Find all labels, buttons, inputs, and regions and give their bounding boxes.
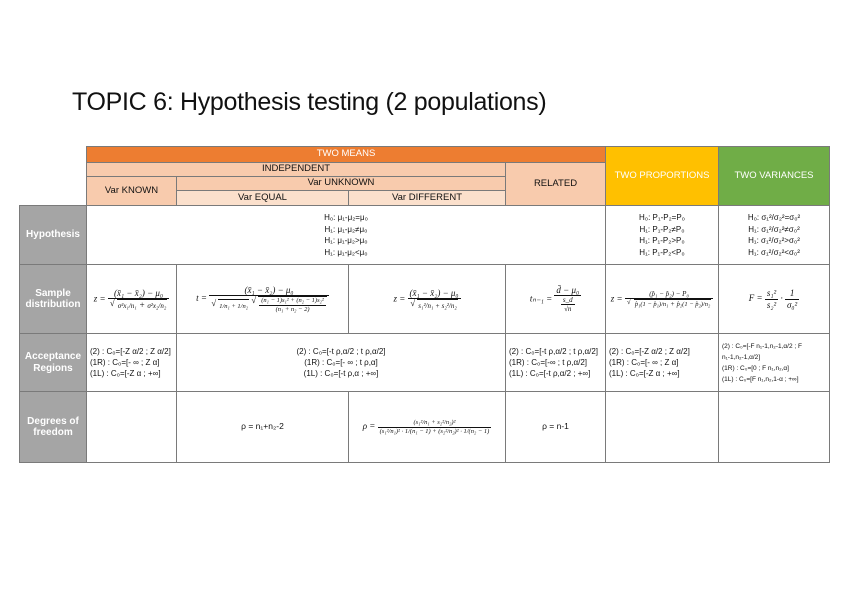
formula-lhs: tₙ₋₁ = (529, 293, 553, 304)
formula-variances: F = $\frac{\text{s₁²}}{\text{s₂²}}$ · $\frac{1}{\text{σ₀²}}$ (719, 265, 830, 334)
formula-lhs: F = (748, 293, 763, 304)
hypothesis-var-line: H₁: σ₁²/σ₂²<σ₀² (748, 247, 800, 257)
formula-numerator: (p̂₁ − p̂₂) − P₀ (625, 290, 713, 299)
hypothesis-prop-line: H₀: P₁-P₂=P₀ (638, 213, 685, 222)
hypothesis-means-line: H₀: μ₁-μ₂=μ₀ (324, 213, 368, 222)
formula-numerator: s₁² (766, 288, 777, 299)
formula-den-term: √ (n₁ − 1)s₁² + (n₂ − 1)s₂² (261, 297, 324, 305)
dof-variances (719, 392, 830, 463)
formula-den-term: 1/n₁ + 1/n₂ (219, 302, 249, 310)
acceptance-line: (1L) : C₀=[F n₁,n₂,1-α ; +∞] (722, 375, 799, 383)
formula-numerator: (x̄₁ − x̄₂) − μ₀ (108, 288, 170, 299)
acceptance-line: (1R) : C₀=[- ∞ ; Z α] (609, 358, 679, 367)
header-var-different: Var DIFFERENT (349, 191, 506, 206)
header-var-known: Var KNOWN (87, 177, 177, 206)
header-related: RELATED (506, 163, 606, 206)
dof-related: ρ = n-1 (506, 392, 606, 463)
hypothesis-prop-line: H₁: P₁-P₂>P₀ (639, 236, 685, 245)
formula-lhs: z = (393, 293, 406, 304)
formula-den-term: s_d (562, 296, 573, 305)
formula-den-term: s₁²/n₁ + s₂²/n₂ (418, 302, 457, 311)
acceptance-line: (1L) : C₀=[-t ρ,α ; +∞] (303, 369, 379, 378)
formula-den-term: (n₁ + n₂ − 2) (275, 305, 310, 313)
acceptance-var-known (87, 334, 177, 392)
hypothesis-variances (719, 206, 830, 265)
acceptance-line: (2) : C₀=[-Z α/2 ; Z α/2] (90, 347, 171, 356)
formula-lhs: ρ = (362, 421, 376, 432)
acceptance-line: (1R) : C₀=[- ∞ ; t ρ,α] (304, 358, 378, 367)
hypothesis-means-line: H₁: μ₁-μ₂>μ₀ (324, 236, 368, 245)
row-label-degrees-of-freedom: Degrees of freedom (20, 392, 87, 463)
header-two-proportions: TWO PROPORTIONS (606, 147, 719, 206)
formula-lhs: z = (610, 293, 623, 304)
acceptance-line: (2) : C₀=[-t ρ,α/2 ; t ρ,α/2] (509, 347, 599, 356)
hypothesis-var-line: H₁: σ₁²/σ₂²>σ₀² (748, 236, 800, 245)
formula-numerator: d̄ − μ₀ (556, 284, 580, 295)
acceptance-var-unknown (177, 334, 506, 392)
formula-den-term: p̂₁(1 − p̂₁)/n₁ (634, 300, 669, 308)
formula-var-different (349, 265, 506, 334)
formula-denominator: σ₀² (786, 299, 798, 310)
hypothesis-means-line: H₁: μ₁-μ₂<μ₀ (324, 247, 368, 257)
header-var-equal: Var EQUAL (177, 191, 349, 206)
dof-proportions (606, 392, 719, 463)
page-title: TOPIC 6: Hypothesis testing (2 populations) (72, 88, 547, 116)
formula-numerator: (x̄₁ − x̄₂) − μ₀ (209, 285, 329, 296)
header-two-variances: TWO VARIANCES (719, 147, 830, 206)
acceptance-line: (1R) : C₀=[0 ; F n₁,n₂,α] (722, 364, 789, 372)
row-label-acceptance-regions: Acceptance Regions (20, 334, 87, 392)
formula-den-term: σ²x₁/n₁ (117, 302, 137, 311)
formula-den-term: σ²x₂/n₂ (147, 302, 167, 311)
hypothesis-var-line: H₁: σ₁²/σ₂²≠σ₀² (748, 224, 800, 234)
header-var-unknown: Var UNKNOWN (177, 177, 506, 191)
row-label-sample-distribution: Sample distribution (20, 265, 87, 334)
formula-var-known: z = (x̄₁ − x̄₂) − μ₀ √ σ²x₁/n₁ + σ²x₂/n₂ (87, 265, 177, 334)
formula-var-equal (177, 265, 349, 334)
formula-lhs: t = (196, 293, 207, 304)
dof-var-equal: ρ = n₁+n₂-2 (177, 392, 349, 463)
row-label-hypothesis: Hypothesis (20, 206, 87, 265)
formula-related (506, 265, 606, 334)
hypothesis-var-line: H₀: σ₁²/σ₂²=σ₀² (747, 213, 801, 222)
formula-denominator: (s₁²/n₁)² · 1/(n₁ − 1) + (s₂²/n₂)² · 1/(n₂ − 1) (379, 427, 490, 435)
hypothesis-table (19, 146, 830, 463)
acceptance-related (506, 334, 606, 392)
dof-var-different (349, 392, 506, 463)
hypothesis-prop-line: H₁: P₁-P₂<P₀ (639, 247, 685, 257)
acceptance-line: (1R) : C₀=[- ∞ ; Z α] (90, 358, 160, 367)
acceptance-line: (2) : C₀=[-F n₁-1,n₂-1,α/2 ; F n₁-1,n₂-1,α/2] (722, 342, 802, 361)
formula-numerator: (s₁²/n₁ + s₂²/n₂)² (378, 419, 492, 427)
acceptance-line: (2) : C₀=[-t ρ,α/2 ; t ρ,α/2] (296, 347, 386, 356)
hypothesis-means-line: H₁: μ₁-μ₂≠μ₀ (324, 224, 368, 234)
acceptance-line: (1L) : C₀=[-t ρ,α/2 ; +∞] (509, 369, 591, 378)
hypothesis-proportions (606, 206, 719, 265)
acceptance-line: (1R) : C₀=[-∞ ; t ρ,α/2] (509, 358, 587, 367)
formula-den-term: √n (564, 305, 572, 314)
dof-var-known (87, 392, 177, 463)
hypothesis-prop-line: H₁: P₁-P₂≠P₀ (639, 224, 685, 234)
acceptance-proportions (606, 334, 719, 392)
acceptance-line: (2) : C₀=[-Z α/2 ; Z α/2] (609, 347, 690, 356)
acceptance-line: (1L) : C₀=[-Z α ; +∞] (90, 369, 161, 378)
header-two-means: TWO MEANS (87, 147, 606, 163)
acceptance-variances (719, 334, 830, 392)
header-independent: INDEPENDENT (87, 163, 506, 177)
formula-lhs: z = (93, 293, 106, 304)
acceptance-line: (1L) : C₀=[-Z α ; +∞] (609, 369, 680, 378)
formula-proportions: z = (p̂₁ − p̂₂) − P₀ √ p̂₁(1 − p̂₁)/n₁ + p̂₂(1 − p̂₂)/n₂ (606, 265, 719, 334)
formula-numerator: (x̄₁ − x̄₂) − μ₀ (409, 287, 459, 298)
formula-numerator: 1 (785, 288, 799, 299)
hypothesis-means (87, 206, 606, 265)
formula-den-term: p̂₂(1 − p̂₂)/n₂ (676, 300, 711, 308)
formula-denominator: s₂² (766, 299, 777, 310)
